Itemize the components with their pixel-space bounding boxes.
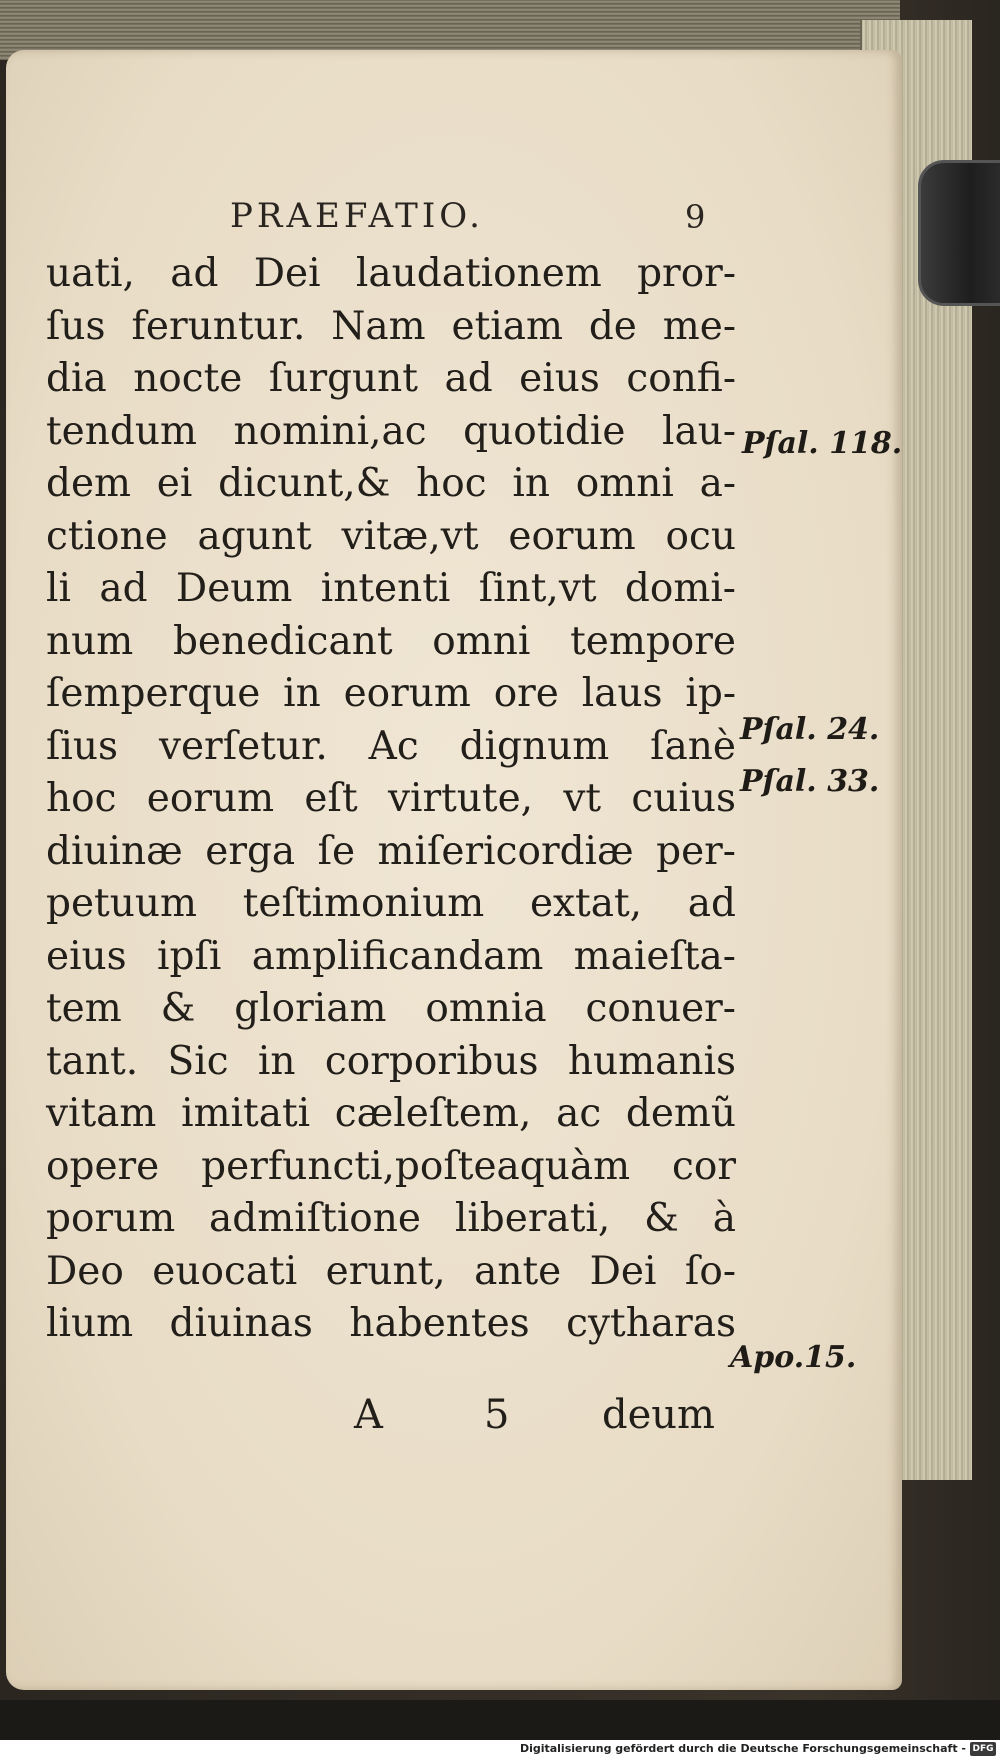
- dfg-logo-icon: DFG: [970, 1742, 996, 1756]
- text-line: lium diuinas habentes cytharas: [46, 1301, 736, 1346]
- footer-credit-text: Digitalisierung gefördert durch die Deutsche Forschungsgemeinschaft -: [519, 1742, 966, 1755]
- signature-number: 5: [484, 1392, 510, 1438]
- margin-note-psal-24: Pſal. 24.: [740, 712, 880, 747]
- margin-note-apo-15: Apo.15.: [730, 1340, 857, 1375]
- text-line: dem ei dicunt,& hoc in omni a-: [46, 461, 736, 506]
- catchword: deum: [602, 1392, 715, 1438]
- text-line: eius ipſi amplificandam maieſta-: [46, 933, 736, 979]
- margin-note-psal-33: Pſal. 33.: [740, 764, 880, 799]
- text-line: porum admiſtione liberati, & à: [46, 1196, 736, 1241]
- header-title: PRAEFATIO.: [230, 196, 484, 236]
- text-line: hoc eorum eſt virtute, vt cuius: [46, 776, 736, 821]
- text-line: tendum nomini,ac quotidie lau-: [46, 408, 736, 454]
- text-line: ſus feruntur. Nam etiam de me-: [46, 303, 736, 349]
- text-line: uati, ad Dei laudationem pror-: [46, 251, 736, 296]
- text-line: tem & gloriam omnia conuer-: [46, 986, 736, 1031]
- text-line: ſius verſetur. Ac dignum ſanè: [46, 723, 736, 769]
- margin-note-psal-118: Pſal. 118.: [742, 426, 903, 461]
- text-line: num benedicant omni tempore: [46, 618, 736, 664]
- text-line: dia nocte ſurgunt ad eius confi-: [46, 356, 736, 401]
- text-line: ctione agunt vitæ,vt eorum ocu: [46, 513, 736, 559]
- text-line: li ad Deum intenti ſint,vt domi-: [46, 566, 736, 611]
- footer-credit-bar: [0, 1740, 1000, 1758]
- body-text: [46, 248, 736, 1351]
- running-header: [230, 196, 750, 246]
- text-line: ſemperque in eorum ore laus ip-: [46, 671, 736, 716]
- text-line: Deo euocati erunt, ante Dei ſo-: [46, 1248, 736, 1294]
- text-line: diuinæ erga ſe miſericordiæ per-: [46, 828, 736, 874]
- text-line: opere perfuncti,poſteaquàm cor: [46, 1143, 736, 1189]
- page-clip: [918, 160, 1000, 306]
- text-line: vitam imitati cæleſtem, ac demũ: [46, 1091, 736, 1136]
- text-line: tant. Sic in corporibus humanis: [46, 1038, 736, 1084]
- text-line: petuum teſtimonium extat, ad: [46, 881, 736, 926]
- signature-letter: A: [354, 1392, 383, 1438]
- page-number: 9: [685, 198, 706, 236]
